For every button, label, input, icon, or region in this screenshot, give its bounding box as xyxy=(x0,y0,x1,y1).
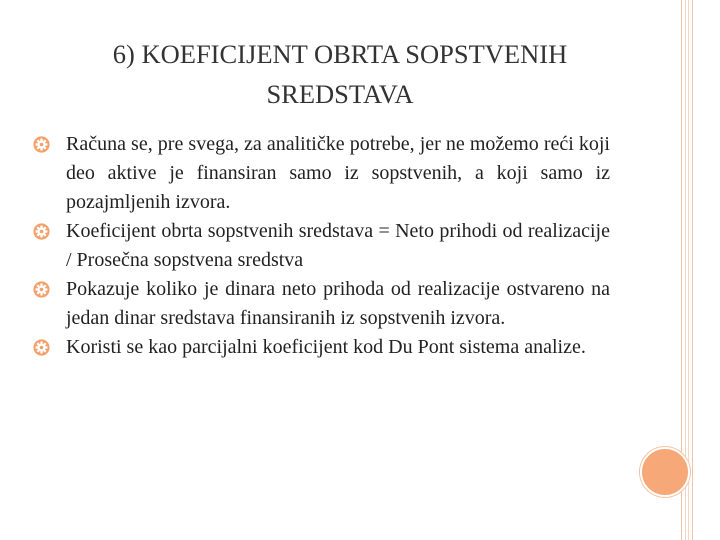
gear-icon xyxy=(33,136,50,153)
slide-title-line-1: 6) KOEFICIJENT OBRTA SOPSTVENIH xyxy=(112,39,568,69)
bullet-list xyxy=(66,130,610,362)
bullet-text: Koeficijent obrta sopstvenih sredstava = Neto prihodi od realizacije / Prosečna sopstvena sredstva xyxy=(66,220,610,271)
bullet-item xyxy=(66,333,610,362)
slide-title xyxy=(40,34,640,114)
decorative-circle xyxy=(640,447,690,497)
bullet-text: Pokazuje koliko je dinara neto prihoda od realizacije ostvareno na jedan dinar sredstava finansiranih iz sopstvenih izvora. xyxy=(66,278,610,329)
slide-title-line-2: SREDSTAVA xyxy=(266,79,414,109)
bullet-item xyxy=(66,130,610,217)
bullet-text: Koristi se kao parcijalni koeficijent kod Du Pont sistema analize. xyxy=(66,336,586,358)
gear-icon xyxy=(33,281,50,298)
bullet-item xyxy=(66,275,610,333)
gear-icon xyxy=(33,339,50,356)
bullet-text: Računa se, pre svega, za analitičke potrebe, jer ne možemo reći koji deo aktive je finansiran samo iz sopstvenih, a koji samo iz pozajmljenih izvora. xyxy=(66,133,610,213)
bullet-item xyxy=(66,217,610,275)
gear-icon xyxy=(33,223,50,240)
